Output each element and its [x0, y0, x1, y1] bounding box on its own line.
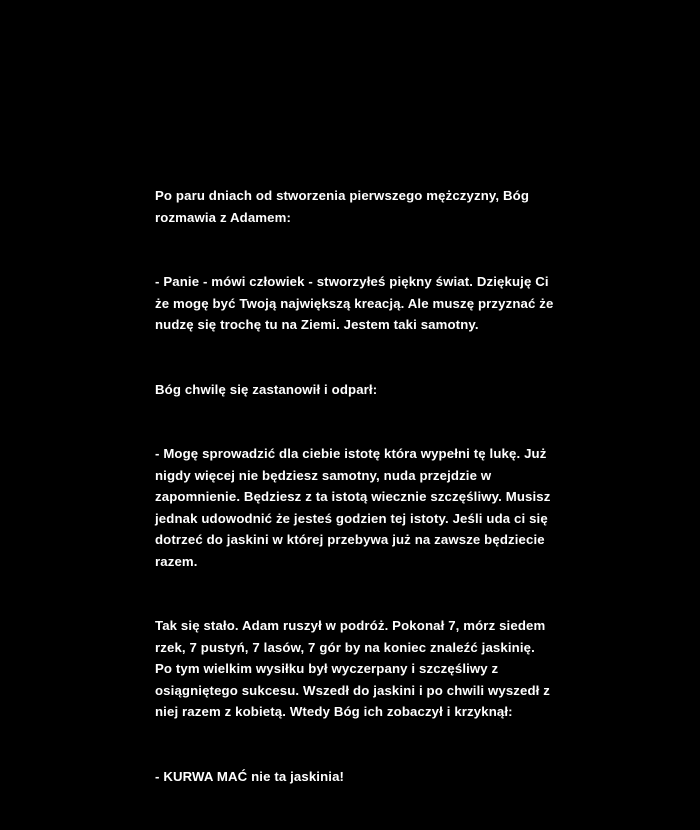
- paragraph-3: Bóg chwilę się zastanowił i odparł:: [155, 381, 378, 397]
- paragraph-4: - Mogę sprowadzić dla ciebie istotę która wypełni tę lukę. Już nigdy więcej nie będziesz samotny, nuda przejdzie w zapomnienie. Będziesz z ta istotą wiecznie szczęśliwy. Musisz jednak udowodnić że jesteś godzien tej istoty. Jeśli uda ci się dotrzeć do jaskini w której przebywa już na zawsze będziecie razem.: [155, 446, 555, 569]
- paragraph-1: Po paru dniach od stworzenia pierwszego mężczyzny, Bóg rozmawia z Adamem:: [155, 188, 533, 225]
- paragraph-5: Tak się stało. Adam ruszył w podróż. Pokonał 7, mórz siedem rzek, 7 pustyń, 7 lasów, 7 gór by na koniec znaleźć jaskinię. Po tym wielkim wysiłku był wyczerpany i szczęśliwy z osiągniętego sukcesu. Wszedł do jaskini i po chwili wyszedł z niej razem z kobietą. Wtedy Bóg ich zobaczył i krzyknął:: [155, 618, 554, 719]
- paragraph-2: - Panie - mówi człowiek - stworzyłeś piękny świat. Dziękuję Ci że mogę być Twoją największą kreacją. Ale muszę przyznać że nudzę się trochę tu na Ziemi. Jestem taki samotny.: [155, 274, 558, 332]
- joke-text-block: [155, 142, 558, 830]
- paragraph-6: - KURWA MAĆ nie ta jaskinia!: [155, 768, 345, 784]
